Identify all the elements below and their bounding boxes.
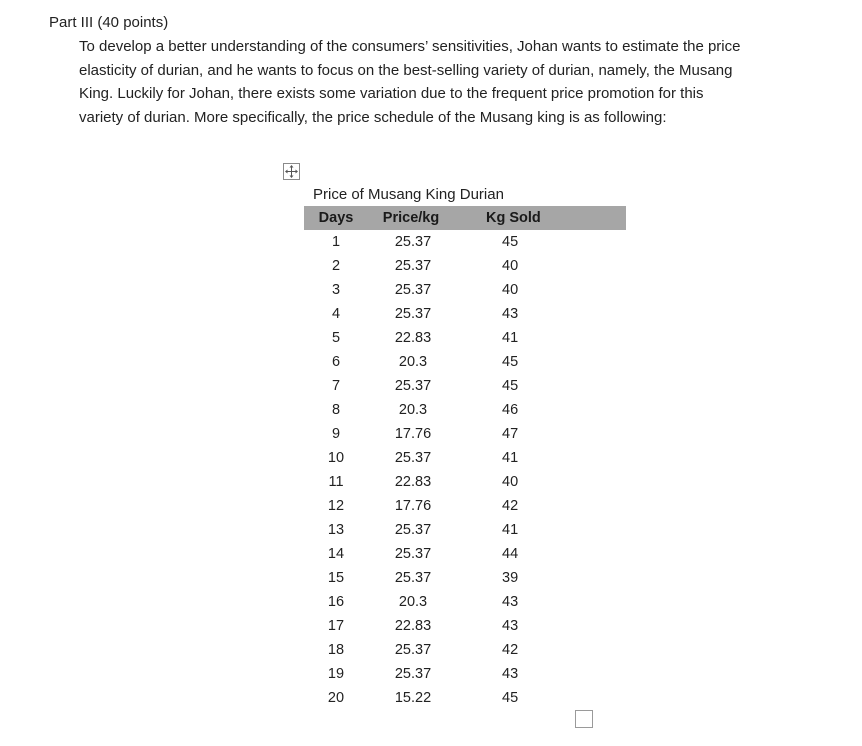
cell-price: 17.76 xyxy=(394,498,432,514)
cell-kg-sold: 46 xyxy=(502,402,519,418)
cell-day: 11 xyxy=(328,474,344,490)
cell-day: 15 xyxy=(327,570,345,586)
cell-kg-sold: 40 xyxy=(502,474,519,490)
intro-paragraph xyxy=(79,35,839,129)
cell-price: 25.37 xyxy=(394,570,432,586)
table-row xyxy=(304,614,626,638)
cell-day: 20 xyxy=(327,690,345,706)
price-table xyxy=(304,206,626,710)
table-move-handle-icon[interactable] xyxy=(283,163,300,180)
intro-line: To develop a better understanding of the consumers’ sensitivities, Johan wants to estimate the price xyxy=(79,38,741,55)
cell-kg-sold: 39 xyxy=(502,570,519,586)
cell-price: 25.37 xyxy=(394,258,432,274)
cell-day: 7 xyxy=(331,378,341,394)
table-row xyxy=(304,470,626,494)
cell-day: 19 xyxy=(327,666,345,682)
cell-kg-sold: 41 xyxy=(502,330,519,346)
cell-kg-sold: 41 xyxy=(502,450,519,466)
table-caption: Price of Musang King Durian xyxy=(313,186,504,203)
cell-price: 22.83 xyxy=(394,618,432,634)
table-row xyxy=(304,518,626,542)
cell-day: 14 xyxy=(327,546,345,562)
cell-price: 20.3 xyxy=(398,594,428,610)
cell-kg-sold: 45 xyxy=(502,690,519,706)
cell-price: 25.37 xyxy=(394,666,432,682)
cell-kg-sold: 43 xyxy=(502,618,519,634)
cell-day: 8 xyxy=(331,402,341,418)
cell-price: 25.37 xyxy=(394,282,432,298)
table-row xyxy=(304,278,626,302)
table-row xyxy=(304,566,626,590)
cell-day: 9 xyxy=(331,426,341,442)
table-row xyxy=(304,662,626,686)
cell-day: 6 xyxy=(331,354,341,370)
cell-price: 15.22 xyxy=(394,690,432,706)
cell-kg-sold: 45 xyxy=(502,354,519,370)
intro-line: elasticity of durian, and he wants to focus on the best-selling variety of durian, namely, the Musang xyxy=(79,61,733,79)
cell-day: 4 xyxy=(331,306,341,322)
header-kg-sold: Kg Sold xyxy=(454,206,626,230)
cell-day: 1 xyxy=(331,234,341,250)
cell-day: 13 xyxy=(327,522,345,538)
cell-price: 25.37 xyxy=(394,234,432,250)
table-header-row xyxy=(304,206,626,230)
table-row xyxy=(304,302,626,326)
cell-price: 25.37 xyxy=(394,378,432,394)
table-row xyxy=(304,638,626,662)
cell-price: 25.37 xyxy=(394,522,432,538)
cell-kg-sold: 40 xyxy=(502,258,519,274)
cell-price: 20.3 xyxy=(398,402,428,418)
cell-price: 25.37 xyxy=(394,450,432,466)
cell-price: 25.37 xyxy=(394,306,432,322)
cell-kg-sold: 43 xyxy=(502,666,519,682)
intro-line: variety of durian. More specifically, the price schedule of the Musang king is as following: xyxy=(79,108,667,126)
cell-day: 3 xyxy=(331,282,341,298)
cell-price: 20.3 xyxy=(398,354,428,370)
table-row xyxy=(304,422,626,446)
cell-price: 25.37 xyxy=(394,546,432,562)
cell-day: 10 xyxy=(327,450,345,466)
table-row xyxy=(304,542,626,566)
cell-price: 25.37 xyxy=(394,642,432,658)
resize-square-icon[interactable] xyxy=(575,710,593,728)
cell-kg-sold: 43 xyxy=(502,306,519,322)
cell-day: 2 xyxy=(331,258,341,274)
cell-day: 16 xyxy=(327,594,345,610)
table-row xyxy=(304,494,626,518)
cell-day: 12 xyxy=(327,498,345,514)
section-heading: Part III (40 points) xyxy=(49,14,169,31)
table-row xyxy=(304,686,626,710)
table-row xyxy=(304,398,626,422)
cell-day: 18 xyxy=(327,642,345,658)
cell-kg-sold: 41 xyxy=(502,522,519,538)
table-body xyxy=(304,230,626,710)
header-days: Days xyxy=(304,206,368,230)
cell-kg-sold: 42 xyxy=(502,642,519,658)
cell-price: 22.83 xyxy=(394,474,432,490)
cell-kg-sold: 45 xyxy=(502,234,519,250)
cell-kg-sold: 40 xyxy=(502,282,519,298)
cell-kg-sold: 47 xyxy=(502,426,519,442)
cell-kg-sold: 45 xyxy=(502,378,519,394)
cell-kg-sold: 42 xyxy=(502,498,519,514)
table-row xyxy=(304,326,626,350)
cell-price: 17.76 xyxy=(394,426,432,442)
intro-line: King. Luckily for Johan, there exists some variation due to the frequent price promotion for this xyxy=(79,85,704,102)
cell-kg-sold: 43 xyxy=(502,594,519,610)
table-row xyxy=(304,350,626,374)
table-row xyxy=(304,374,626,398)
table-row xyxy=(304,254,626,278)
table-row xyxy=(304,230,626,254)
header-price: Price/kg xyxy=(368,206,454,230)
cell-day: 17 xyxy=(327,618,345,634)
move-cross-icon xyxy=(284,164,299,179)
table-row xyxy=(304,590,626,614)
cell-price: 22.83 xyxy=(394,330,432,346)
cell-day: 5 xyxy=(331,330,341,346)
table-row xyxy=(304,446,626,470)
cell-kg-sold: 44 xyxy=(502,546,519,562)
